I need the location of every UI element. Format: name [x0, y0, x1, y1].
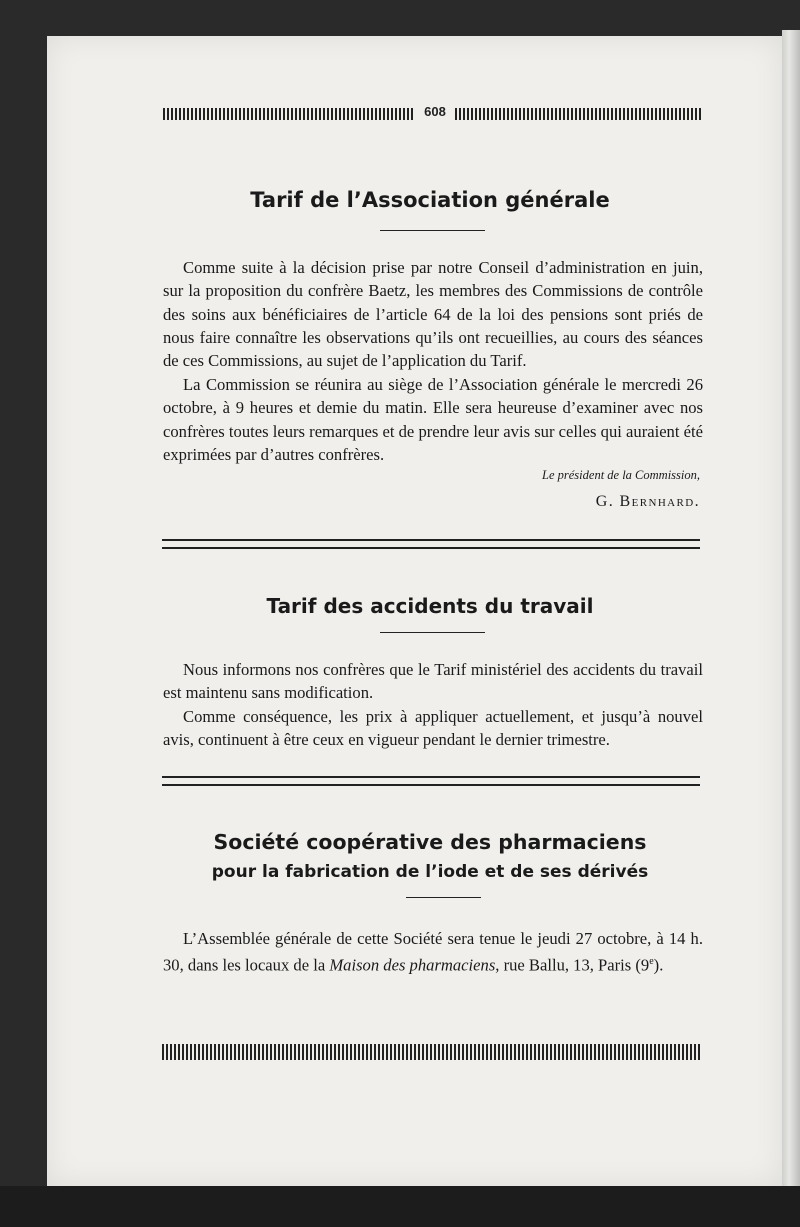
section3-paragraph: L’Assemblée générale de cette Société sera tenue le jeudi 27 octobre, à 14 h. 30, dans les locaux de la Maison des pharmaciens, rue Ballu, 13, Paris (9e).	[163, 929, 703, 975]
section-divider-1	[162, 539, 700, 549]
signature-name: G. Bernhard.	[595, 493, 700, 510]
section2-paragraph-2: Comme conséquence, les prix à appliquer actuellement, et jusqu’à nouvel avis, continuent à être ceux en vigueur pendant le dernier trimestre.	[163, 707, 703, 750]
section2-title-rule	[380, 632, 485, 633]
section3-title-rule	[406, 897, 481, 898]
section2-paragraph-1: Nous informons nos confrères que le Tarif ministériel des accidents du travail est maintenu sans modification.	[163, 660, 703, 703]
scan-background	[0, 1186, 800, 1227]
section1-paragraph-1: Comme suite à la décision prise par notre Conseil d’administration en juin, sur la proposition du confrère Baetz, les membres des Commissions de contrôle des soins aux bénéficiaires de l’article 64 de la loi des pensions sont priés de nous faire connaître les observations qu’ils ont recueillies, au cours des séances de ces Commissions, au sujet de l’application du Tarif.	[163, 258, 703, 371]
header-ornament-left	[163, 108, 413, 120]
section2-title: Tarif des accidents du travail	[266, 594, 594, 618]
section3-subtitle: pour la fabrication de l’iode et de ses dérivés	[211, 862, 649, 882]
section-divider-2	[162, 776, 700, 786]
section3-title: Société coopérative des pharmaciens	[213, 830, 647, 854]
next-page-edge	[782, 30, 800, 1227]
page-number: 608	[424, 104, 446, 119]
footer-ornament	[162, 1044, 700, 1060]
section1-title-rule	[380, 230, 485, 231]
signature-role: Le président de la Commission,	[542, 468, 700, 482]
section1-paragraph-2: La Commission se réunira au siège de l’Association générale le mercredi 26 octobre, à 9 heures et demie du matin. Elle sera heureuse d’examiner avec nos confrères toutes leurs remarques et de prendre leur avis sur celles qui auraient été exprimées par d’autres confrères.	[163, 375, 703, 464]
section1-title: Tarif de l’Association générale	[250, 188, 610, 212]
header-ornament-right	[455, 108, 703, 120]
